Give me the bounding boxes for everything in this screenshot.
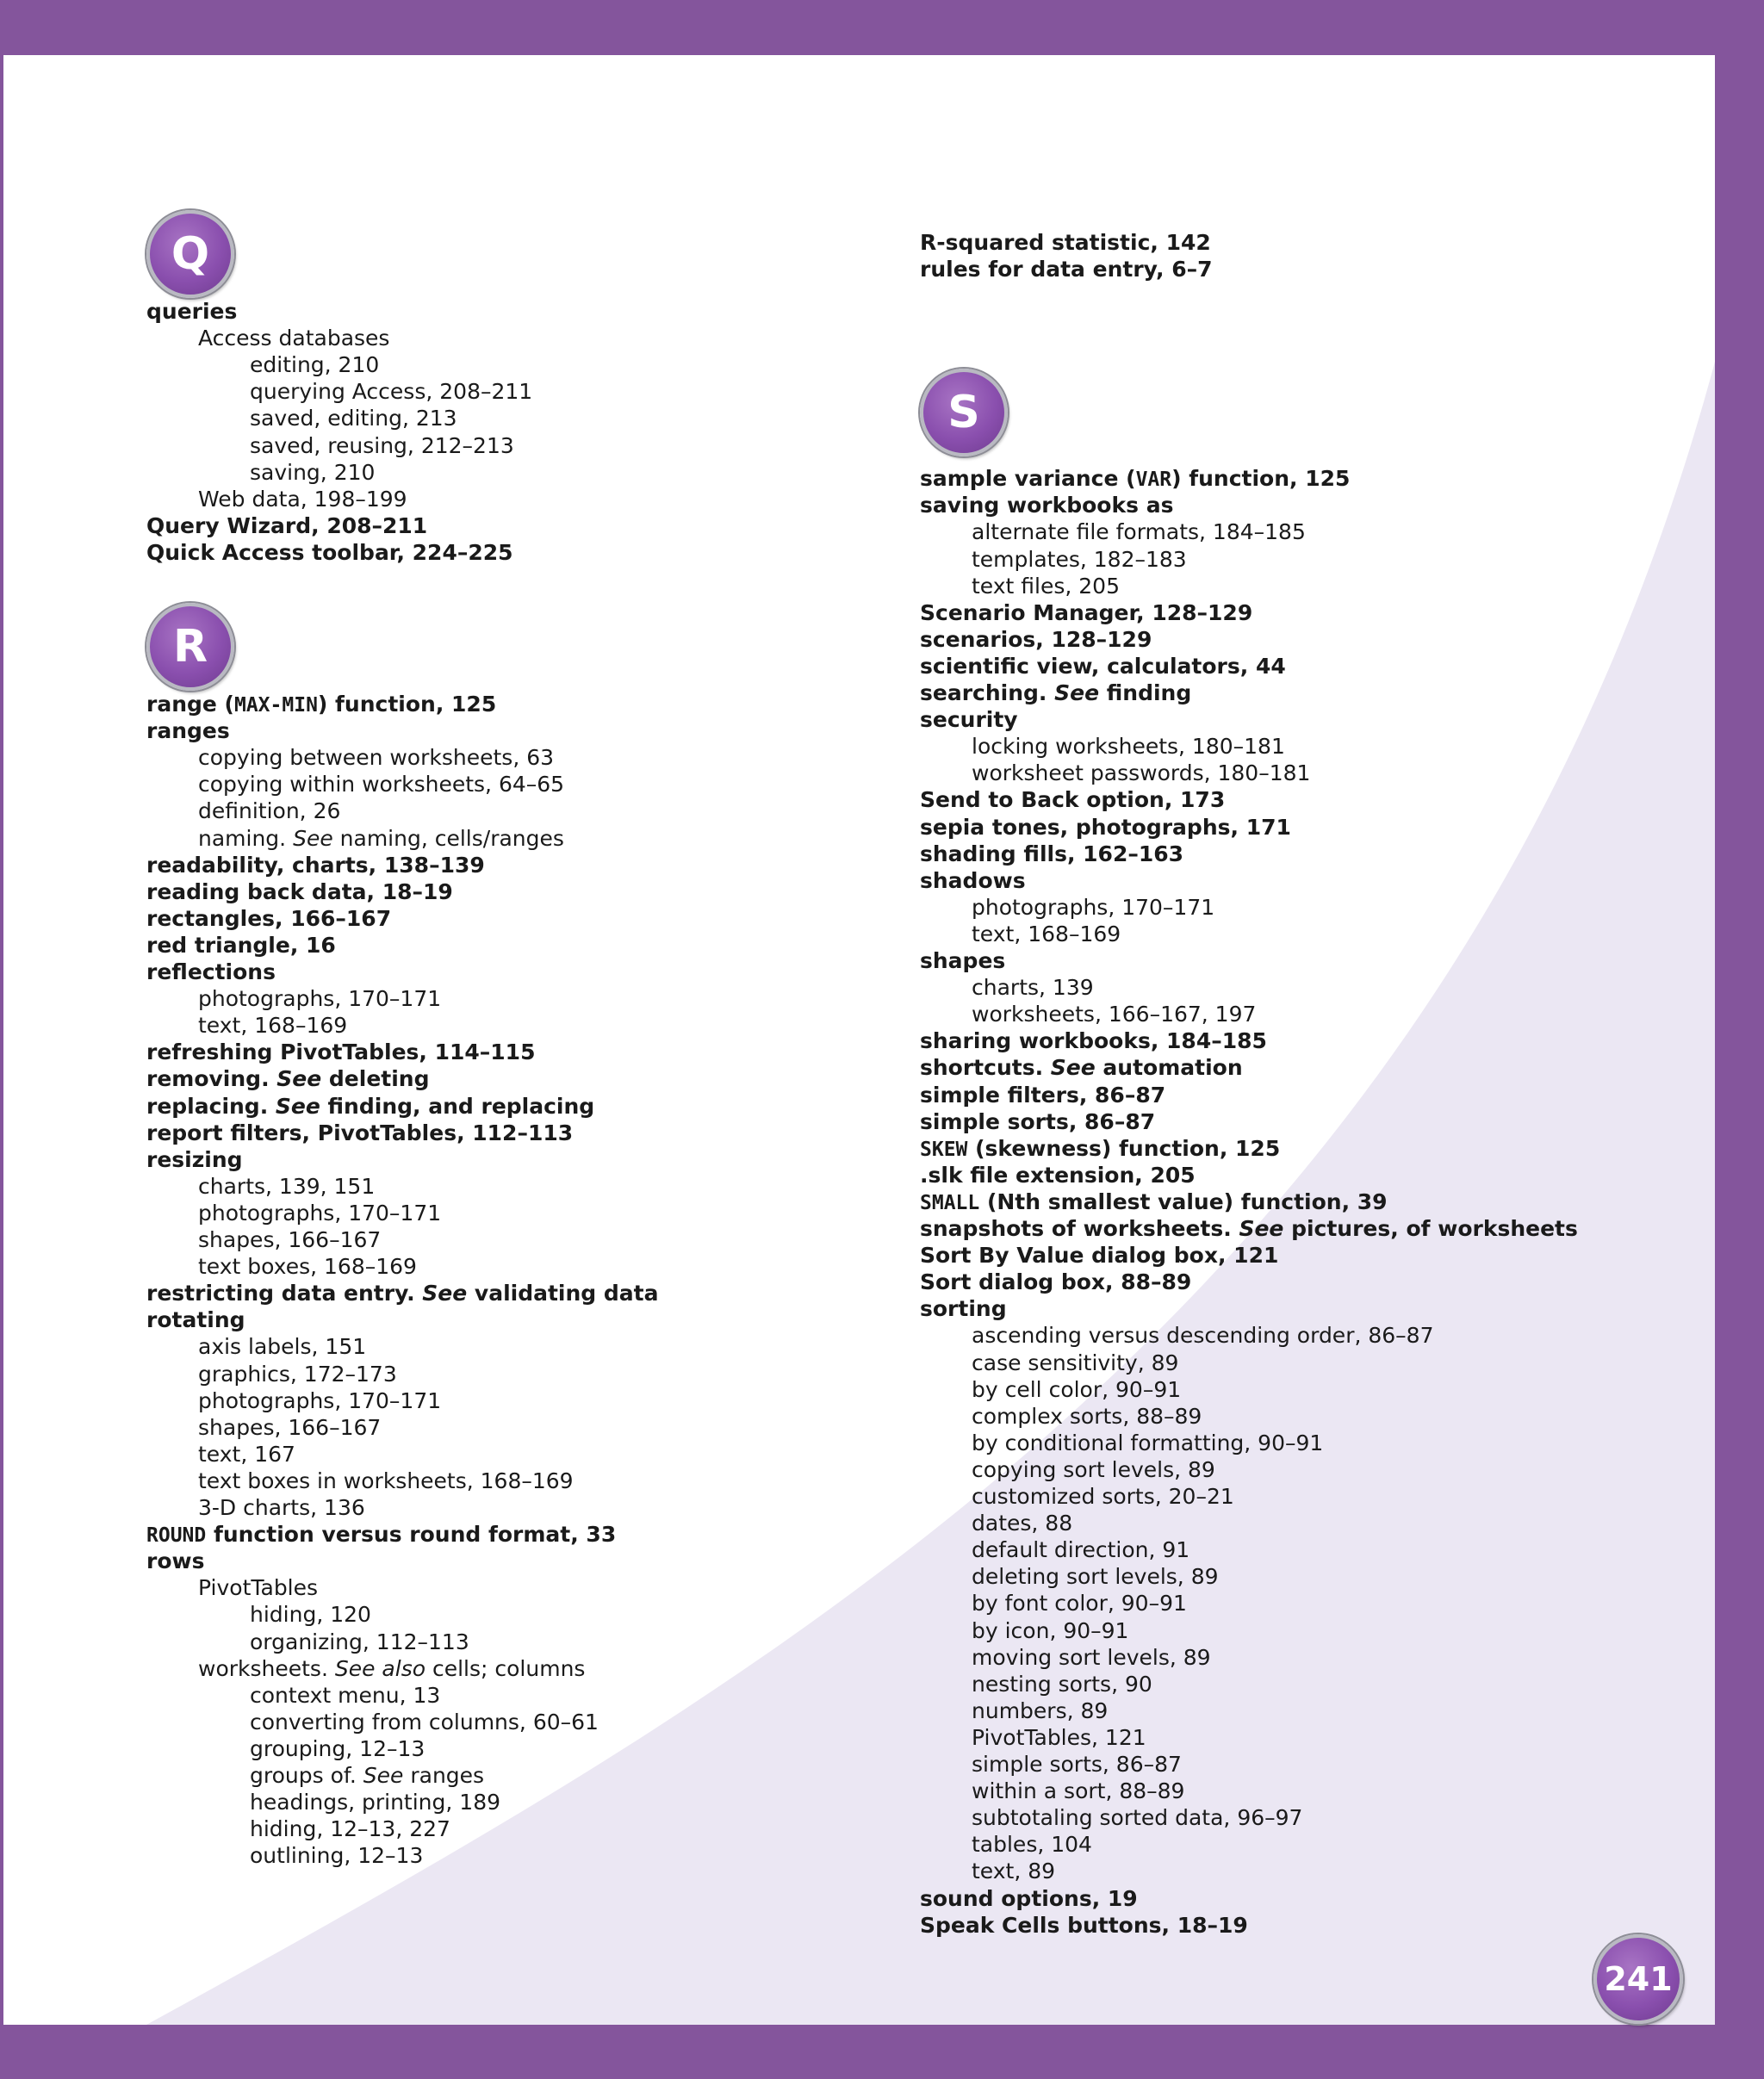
index-subentry: [250, 1601, 371, 1628]
entry-text: removing.: [146, 1066, 277, 1092]
see-reference: See: [422, 1281, 468, 1306]
index-entry: [146, 905, 391, 932]
index-subentry: [198, 1200, 441, 1226]
index-entry: [920, 465, 1350, 493]
entry-text: charts, 139, 151: [198, 1173, 376, 1199]
index-subentry: [972, 1536, 1189, 1563]
entry-text: text, 168–169: [972, 921, 1121, 946]
entry-text: text boxes, 168–169: [198, 1254, 417, 1280]
entry-text: sharing workbooks, 184–185: [920, 1028, 1267, 1054]
entry-text: outlining, 12–13: [250, 1843, 424, 1869]
index-subentry: [198, 797, 340, 824]
index-subentry: [198, 1414, 381, 1441]
index-entry: [920, 256, 1213, 282]
index-subentry: [972, 760, 1310, 786]
entry-text: sepia tones, photographs, 171: [920, 814, 1291, 840]
index-entry: [920, 229, 1211, 256]
index-subentry: [198, 1226, 381, 1253]
index-subentry: [198, 985, 441, 1012]
index-entry: [920, 706, 1018, 733]
entry-text: text, 89: [972, 1859, 1056, 1884]
section-letter-badge: S: [920, 369, 1008, 456]
entry-text: refreshing PivotTables, 114–115: [146, 1040, 536, 1065]
entry-text: within a sort, 88–89: [972, 1778, 1185, 1804]
entry-text: moving sort levels, 89: [972, 1644, 1211, 1670]
entry-text: by cell color, 90–91: [972, 1376, 1182, 1402]
index-subentry: [198, 1012, 347, 1039]
entry-text: Scenario Manager, 128–129: [920, 599, 1253, 625]
entry-text: locking worksheets, 180–181: [972, 734, 1285, 760]
index-subentry: [972, 1831, 1092, 1858]
entry-text: complex sorts, 88–89: [972, 1403, 1202, 1429]
entry-text: photographs, 170–171: [198, 1387, 442, 1413]
index-subentry: [250, 378, 532, 405]
index-entry: [920, 1188, 1388, 1217]
section-letter-badge: Q: [146, 210, 234, 298]
index-subentry: [250, 351, 379, 378]
entry-text: cells; columns: [425, 1655, 586, 1681]
entry-text: definition, 26: [198, 798, 341, 824]
entry-text: deleting: [321, 1066, 430, 1092]
index-entry: [146, 1306, 245, 1333]
entry-text: ranges: [146, 718, 230, 744]
index-entry: [920, 1108, 1155, 1135]
index-entry: [146, 298, 237, 325]
index-subentry: [198, 1468, 574, 1494]
index-entry: [920, 1162, 1196, 1188]
entry-text: rectangles, 166–167: [146, 905, 392, 931]
entry-text: by conditional formatting, 90–91: [972, 1430, 1324, 1455]
index-subentry: [198, 744, 554, 771]
index-entry: [146, 1120, 573, 1146]
index-entry: [146, 878, 453, 905]
entry-text: Access databases: [198, 326, 390, 351]
index-entry: [920, 841, 1183, 867]
entry-text: organizing, 112–113: [250, 1629, 469, 1654]
index-entry: [146, 691, 496, 719]
entry-text: searching.: [920, 680, 1055, 705]
index-subentry: [972, 1804, 1302, 1831]
index-subentry: [250, 405, 457, 431]
entry-text: axis labels, 151: [198, 1334, 367, 1360]
index-subentry: [972, 1778, 1184, 1804]
entry-text: range (: [146, 692, 234, 717]
entry-text: shading fills, 162–163: [920, 841, 1184, 866]
function-name: VAR: [1135, 469, 1172, 492]
entry-text: reading back data, 18–19: [146, 878, 453, 904]
index-subentry: [972, 894, 1214, 921]
index-subentry: [250, 1682, 440, 1709]
index-entry: [920, 814, 1291, 841]
index-subentry: [198, 486, 407, 512]
entry-text: ) function, 125: [317, 692, 497, 717]
index-subentry: [972, 1563, 1219, 1590]
see-reference: See: [293, 825, 333, 851]
see-reference: See: [1050, 1055, 1096, 1081]
index-entry: [146, 1280, 658, 1306]
entry-text: R-squared statistic, 142: [920, 230, 1211, 255]
index-subentry: [972, 733, 1285, 760]
index-subentry: [198, 1361, 397, 1387]
index-subentry: [250, 1842, 423, 1869]
index-subentry: [198, 1253, 417, 1280]
entry-text: sound options, 19: [920, 1885, 1138, 1911]
index-subentry: [198, 1441, 295, 1468]
entry-text: simple sorts, 86–87: [972, 1752, 1182, 1777]
right-border-bar: [1715, 0, 1764, 2079]
left-edge-line: [0, 0, 3, 2079]
index-subentry: [972, 1671, 1152, 1697]
index-subentry: [250, 1789, 500, 1815]
entry-text: shapes, 166–167: [198, 1414, 382, 1440]
index-entry: [920, 626, 1152, 653]
index-entry: [920, 492, 1173, 518]
entry-text: simple sorts, 86–87: [920, 1108, 1156, 1134]
entry-text: worksheet passwords, 180–181: [972, 760, 1311, 786]
index-entry: [920, 653, 1286, 680]
entry-text: Sort By Value dialog box, 121: [920, 1243, 1279, 1269]
entry-text: hiding, 12–13, 227: [250, 1816, 450, 1842]
page-number-badge: 241: [1593, 1934, 1683, 2024]
index-subentry: [972, 546, 1187, 573]
index-entry: [920, 1912, 1248, 1939]
entry-text: sample variance (: [920, 466, 1136, 492]
index-subentry: [972, 1456, 1215, 1483]
entry-text: naming, cells/ranges: [332, 825, 564, 851]
index-subentry: [972, 1724, 1146, 1751]
index-subentry: [250, 1709, 599, 1735]
entry-text: photographs, 170–171: [198, 986, 442, 1012]
entry-text: snapshots of worksheets.: [920, 1216, 1239, 1241]
entry-text: report filters, PivotTables, 112–113: [146, 1120, 574, 1145]
entry-text: converting from columns, 60–61: [250, 1709, 599, 1735]
index-entry: [920, 1027, 1267, 1054]
index-subentry: [250, 1735, 425, 1762]
index-subentry: [198, 771, 564, 797]
index-entry: [146, 1065, 430, 1092]
entry-text: (Nth smallest value) function, 39: [979, 1188, 1388, 1214]
index-entry: [146, 539, 513, 566]
entry-text: ) function, 125: [1171, 466, 1351, 492]
entry-text: tables, 104: [972, 1832, 1092, 1858]
entry-text: readability, charts, 138–139: [146, 852, 485, 878]
entry-text: by icon, 90–91: [972, 1617, 1129, 1643]
bottom-border-bar: [0, 2025, 1764, 2079]
index-subentry: [198, 325, 389, 351]
section-letter-badge: R: [146, 603, 234, 691]
index-entry: [920, 680, 1191, 706]
index-entry: [146, 1548, 204, 1574]
index-subentry: [198, 1387, 441, 1414]
index-subentry: [250, 1762, 484, 1789]
index-subentry: [972, 573, 1120, 599]
entry-text: validating data: [467, 1281, 659, 1306]
entry-text: querying Access, 208–211: [250, 379, 533, 405]
entry-text: groups of.: [250, 1763, 363, 1788]
entry-text: .slk file extension, 205: [920, 1162, 1196, 1188]
entry-text: shortcuts.: [920, 1055, 1051, 1081]
index-entry: [920, 867, 1026, 894]
index-subentry: [972, 1644, 1211, 1671]
index-entry: [146, 852, 485, 878]
entry-text: context menu, 13: [250, 1682, 441, 1708]
index-entry: [920, 1295, 1007, 1322]
entry-text: dates, 88: [972, 1511, 1073, 1536]
index-entry: [920, 1135, 1280, 1164]
entry-text: queries: [146, 299, 238, 324]
entry-text: Quick Access toolbar, 224–225: [146, 539, 513, 565]
entry-text: PivotTables, 121: [972, 1724, 1146, 1750]
index-subentry: [972, 1590, 1187, 1617]
entry-text: simple filters, 86–87: [920, 1082, 1166, 1108]
entry-text: copying between worksheets, 63: [198, 745, 555, 771]
entry-text: 3-D charts, 136: [198, 1495, 365, 1520]
entry-text: graphics, 172–173: [198, 1361, 397, 1387]
entry-text: rotating: [146, 1307, 245, 1333]
entry-text: finding: [1099, 680, 1192, 705]
entry-text: Send to Back option, 173: [920, 787, 1226, 813]
entry-text: security: [920, 707, 1018, 733]
function-name: ROUND: [146, 1524, 207, 1548]
index-subentry: [198, 1333, 366, 1360]
entry-text: saved, editing, 213: [250, 406, 457, 431]
entry-text: saving workbooks as: [920, 493, 1174, 518]
index-subentry: [198, 1574, 318, 1601]
entry-text: Web data, 198–199: [198, 486, 407, 512]
entry-text: worksheets, 166–167, 197: [972, 1002, 1257, 1027]
index-entry: [920, 599, 1252, 626]
entry-text: templates, 182–183: [972, 546, 1187, 572]
entry-text: hiding, 120: [250, 1602, 371, 1628]
entry-text: nesting sorts, 90: [972, 1671, 1152, 1697]
index-subentry: [972, 1751, 1182, 1778]
entry-text: text boxes in worksheets, 168–169: [198, 1468, 574, 1493]
index-subentry: [972, 1617, 1128, 1644]
entry-text: finding, and replacing: [320, 1093, 595, 1119]
index-entry: [920, 786, 1225, 813]
see-reference: See: [363, 1763, 404, 1788]
entry-text: charts, 139: [972, 975, 1094, 1001]
entry-text: text, 168–169: [198, 1013, 348, 1039]
entry-text: Query Wizard, 208–211: [146, 512, 428, 538]
entry-text: shadows: [920, 867, 1026, 893]
index-entry: [920, 947, 1005, 974]
entry-text: pictures, of worksheets: [1283, 1216, 1578, 1241]
entry-text: red triangle, 16: [146, 932, 336, 958]
entry-text: Speak Cells buttons, 18–19: [920, 1912, 1248, 1938]
index-entry: [146, 1093, 594, 1120]
entry-text: headings, printing, 189: [250, 1790, 501, 1815]
see-reference: See: [1054, 680, 1100, 705]
top-border-bar: [0, 0, 1764, 55]
index-subentry: [972, 1322, 1434, 1349]
entry-text: (skewness) function, 125: [967, 1135, 1281, 1161]
entry-text: shapes: [920, 948, 1006, 973]
entry-text: photographs, 170–171: [198, 1200, 442, 1226]
index-entry: [920, 1242, 1278, 1269]
entry-text: numbers, 89: [972, 1697, 1109, 1723]
entry-text: rows: [146, 1548, 205, 1574]
function-name: MAX-MIN: [233, 694, 318, 717]
function-name: SKEW: [920, 1138, 968, 1161]
index-entry: [146, 1521, 616, 1549]
index-subentry: [250, 1629, 469, 1655]
index-entry: [920, 1054, 1243, 1081]
index-subentry: [972, 921, 1121, 947]
index-subentry: [972, 1430, 1323, 1456]
index-entry: [146, 717, 230, 744]
index-subentry: [972, 1376, 1181, 1403]
entry-text: case sensitivity, 89: [972, 1350, 1179, 1375]
index-subentry: [198, 825, 564, 852]
entry-text: scenarios, 128–129: [920, 626, 1152, 652]
see-reference: See: [275, 1093, 320, 1119]
index-entry: [146, 959, 276, 985]
entry-text: deleting sort levels, 89: [972, 1564, 1219, 1590]
entry-text: alternate file formats, 184–185: [972, 519, 1306, 545]
index-entry: [920, 1082, 1165, 1108]
entry-text: ascending versus descending order, 86–87: [972, 1323, 1434, 1349]
index-subentry: [972, 1350, 1178, 1376]
index-entry: [146, 512, 427, 539]
index-entry: [146, 1146, 243, 1173]
index-subentry: [972, 1001, 1256, 1027]
index-entry: [920, 1215, 1578, 1242]
entry-text: worksheets.: [198, 1655, 335, 1681]
index-subentry: [972, 1403, 1202, 1430]
entry-text: saving, 210: [250, 459, 376, 485]
entry-text: customized sorts, 20–21: [972, 1484, 1234, 1509]
entry-text: sorting: [920, 1296, 1007, 1322]
entry-text: resizing: [146, 1146, 243, 1172]
entry-text: text, 167: [198, 1441, 295, 1467]
entry-text: scientific view, calculators, 44: [920, 653, 1286, 679]
entry-text: photographs, 170–171: [972, 894, 1215, 920]
index-entry: [146, 1039, 535, 1065]
function-name: SMALL: [920, 1191, 980, 1214]
entry-text: copying sort levels, 89: [972, 1456, 1215, 1482]
index-subentry: [972, 1483, 1234, 1510]
entry-text: by font color, 90–91: [972, 1591, 1187, 1617]
index-subentry: [250, 432, 514, 459]
index-subentry: [972, 1510, 1072, 1536]
index-subentry: [972, 518, 1306, 545]
index-entry: [146, 932, 336, 959]
entry-text: ranges: [403, 1763, 485, 1788]
index-subentry: [972, 1858, 1055, 1884]
entry-text: text files, 205: [972, 573, 1120, 599]
index-subentry: [250, 1815, 450, 1842]
entry-text: function versus round format, 33: [206, 1522, 617, 1548]
entry-text: PivotTables: [198, 1575, 319, 1601]
entry-text: replacing.: [146, 1093, 276, 1119]
see-reference: See: [276, 1066, 322, 1092]
see-reference: See: [1239, 1216, 1284, 1241]
entry-text: subtotaling sorted data, 96–97: [972, 1805, 1303, 1831]
see-reference: See also: [334, 1655, 426, 1681]
entry-text: restricting data entry.: [146, 1281, 423, 1306]
entry-text: editing, 210: [250, 352, 380, 378]
index-entry: [920, 1269, 1191, 1295]
entry-text: rules for data entry, 6–7: [920, 257, 1213, 282]
entry-text: Sort dialog box, 88–89: [920, 1269, 1192, 1295]
entry-text: shapes, 166–167: [198, 1227, 382, 1252]
entry-text: default direction, 91: [972, 1537, 1190, 1563]
index-subentry: [972, 974, 1094, 1001]
entry-text: reflections: [146, 959, 276, 984]
index-subentry: [250, 459, 375, 486]
index-subentry: [198, 1655, 585, 1682]
entry-text: saved, reusing, 212–213: [250, 432, 514, 458]
entry-text: copying within worksheets, 64–65: [198, 772, 565, 797]
index-subentry: [198, 1494, 365, 1521]
index-subentry: [198, 1173, 375, 1200]
entry-text: automation: [1095, 1055, 1243, 1081]
entry-text: naming.: [198, 825, 294, 851]
index-subentry: [972, 1697, 1108, 1724]
index-entry: [920, 1885, 1138, 1912]
entry-text: grouping, 12–13: [250, 1735, 425, 1761]
